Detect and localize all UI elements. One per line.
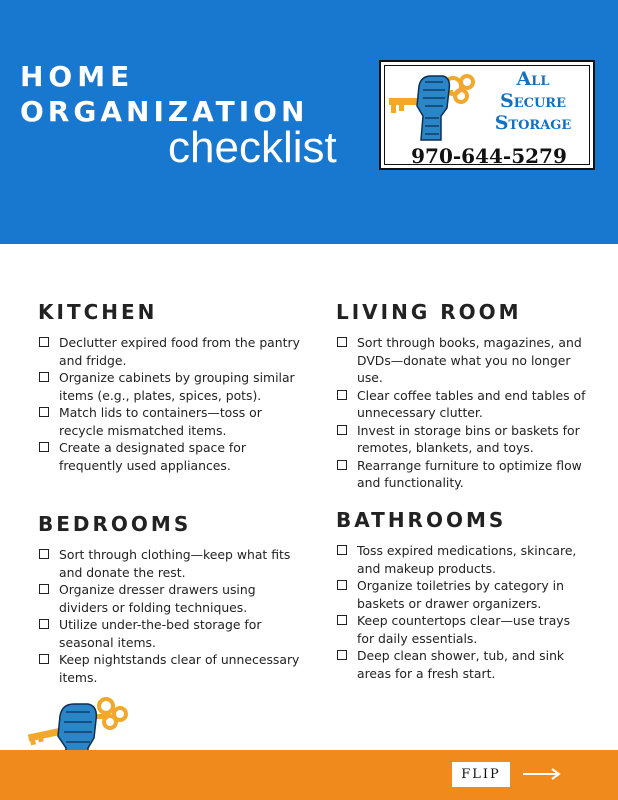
checkbox[interactable] bbox=[337, 545, 347, 555]
checklist-item-text: Match lids to containers—toss or recycle mismatched items. bbox=[59, 405, 262, 438]
checklist-item-text: Deep clean shower, tub, and sink areas for a fresh start. bbox=[357, 648, 565, 681]
logo-brand-all: All bbox=[516, 68, 550, 90]
checklist-item-text: Organize dresser drawers using dividers or folding techniques. bbox=[59, 582, 256, 615]
checklist-item-text: Organize cabinets by grouping similar items (e.g., plates, spices, pots). bbox=[59, 370, 295, 403]
checkbox[interactable] bbox=[39, 549, 49, 559]
checklist-item-text: Sort through clothing—keep what fits and donate the rest. bbox=[59, 547, 291, 580]
checklist-item[interactable] bbox=[336, 612, 586, 647]
checklist-item[interactable] bbox=[38, 651, 308, 686]
checkbox[interactable] bbox=[337, 580, 347, 590]
checkbox[interactable] bbox=[337, 390, 347, 400]
checklist-item[interactable] bbox=[38, 581, 308, 616]
checklist-item-text: Clear coffee tables and end tables of unnecessary clutter. bbox=[357, 387, 586, 420]
logo-phone-number: 970-644-5279 bbox=[411, 144, 567, 168]
checklist-item[interactable] bbox=[336, 577, 586, 612]
checklist-item-text: Keep nightstands clear of unnecessary items. bbox=[59, 652, 300, 685]
checkbox[interactable] bbox=[39, 407, 49, 417]
checklist-item[interactable] bbox=[38, 439, 308, 474]
checklist-item[interactable] bbox=[38, 369, 308, 404]
logo-brand-secure: Secure bbox=[499, 90, 567, 112]
logo-brand-name bbox=[477, 68, 589, 134]
checkbox[interactable] bbox=[39, 584, 49, 594]
checklist-item-text: Toss expired medications, skincare, and makeup products. bbox=[357, 543, 577, 576]
checklist-item[interactable] bbox=[336, 334, 586, 387]
checklist-item[interactable] bbox=[38, 334, 308, 369]
checklist-item-text: Invest in storage bins or baskets for remotes, blankets, and toys. bbox=[357, 422, 580, 455]
section-bedrooms bbox=[38, 512, 308, 686]
checklist-item[interactable] bbox=[336, 542, 586, 577]
checklist-item[interactable] bbox=[38, 546, 308, 581]
checklist-item-text: Rearrange furniture to optimize flow and functionality. bbox=[357, 457, 582, 490]
checklist-item[interactable] bbox=[336, 387, 586, 422]
title-home: HOME bbox=[20, 60, 135, 93]
checklist-item-text: Sort through books, magazines, and DVDs—donate what you no longer use. bbox=[357, 335, 582, 385]
checklist-item[interactable] bbox=[336, 647, 586, 682]
checklist-item-text: Organize toiletries by category in baskets or drawer organizers. bbox=[357, 578, 564, 611]
title-organization: ORGANIZATION bbox=[20, 95, 309, 128]
gauntlet-key-icon bbox=[387, 68, 483, 144]
checkbox[interactable] bbox=[39, 619, 49, 629]
checklist-item-text: Declutter expired food from the pantry and fridge. bbox=[59, 335, 300, 368]
company-logo bbox=[379, 60, 595, 170]
checkbox[interactable] bbox=[39, 654, 49, 664]
checkbox[interactable] bbox=[337, 337, 347, 347]
checklist-item-text: Utilize under-the-bed storage for seasonal items. bbox=[59, 617, 262, 650]
section-title-kitchen: KITCHEN bbox=[38, 300, 158, 324]
checkbox[interactable] bbox=[337, 615, 347, 625]
arrow-right-icon[interactable] bbox=[522, 766, 562, 782]
logo-brand-storage: Storage bbox=[494, 112, 572, 134]
footer-bar bbox=[0, 750, 618, 800]
checklist-item[interactable] bbox=[38, 404, 308, 439]
checklist-item-text: Create a designated space for frequently used appliances. bbox=[59, 440, 246, 473]
checklist-item[interactable] bbox=[38, 616, 308, 651]
section-kitchen bbox=[38, 300, 308, 474]
checklist-item-text: Keep countertops clear—use trays for daily essentials. bbox=[357, 613, 571, 646]
checklist-item[interactable] bbox=[336, 457, 586, 492]
checkbox[interactable] bbox=[39, 442, 49, 452]
section-title-living-room: LIVING ROOM bbox=[336, 300, 522, 324]
section-living-room bbox=[336, 300, 586, 492]
checkbox[interactable] bbox=[337, 650, 347, 660]
checklist-item[interactable] bbox=[336, 422, 586, 457]
title-checklist: checklist bbox=[168, 123, 337, 172]
section-title-bedrooms: BEDROOMS bbox=[38, 512, 192, 536]
checkbox[interactable] bbox=[337, 460, 347, 470]
checkbox[interactable] bbox=[39, 337, 49, 347]
checkbox[interactable] bbox=[337, 425, 347, 435]
checkbox[interactable] bbox=[39, 372, 49, 382]
section-title-bathrooms: BATHROOMS bbox=[336, 508, 507, 532]
flip-button[interactable]: FLIP bbox=[452, 762, 510, 787]
header-banner bbox=[0, 0, 618, 244]
section-bathrooms bbox=[336, 508, 586, 682]
